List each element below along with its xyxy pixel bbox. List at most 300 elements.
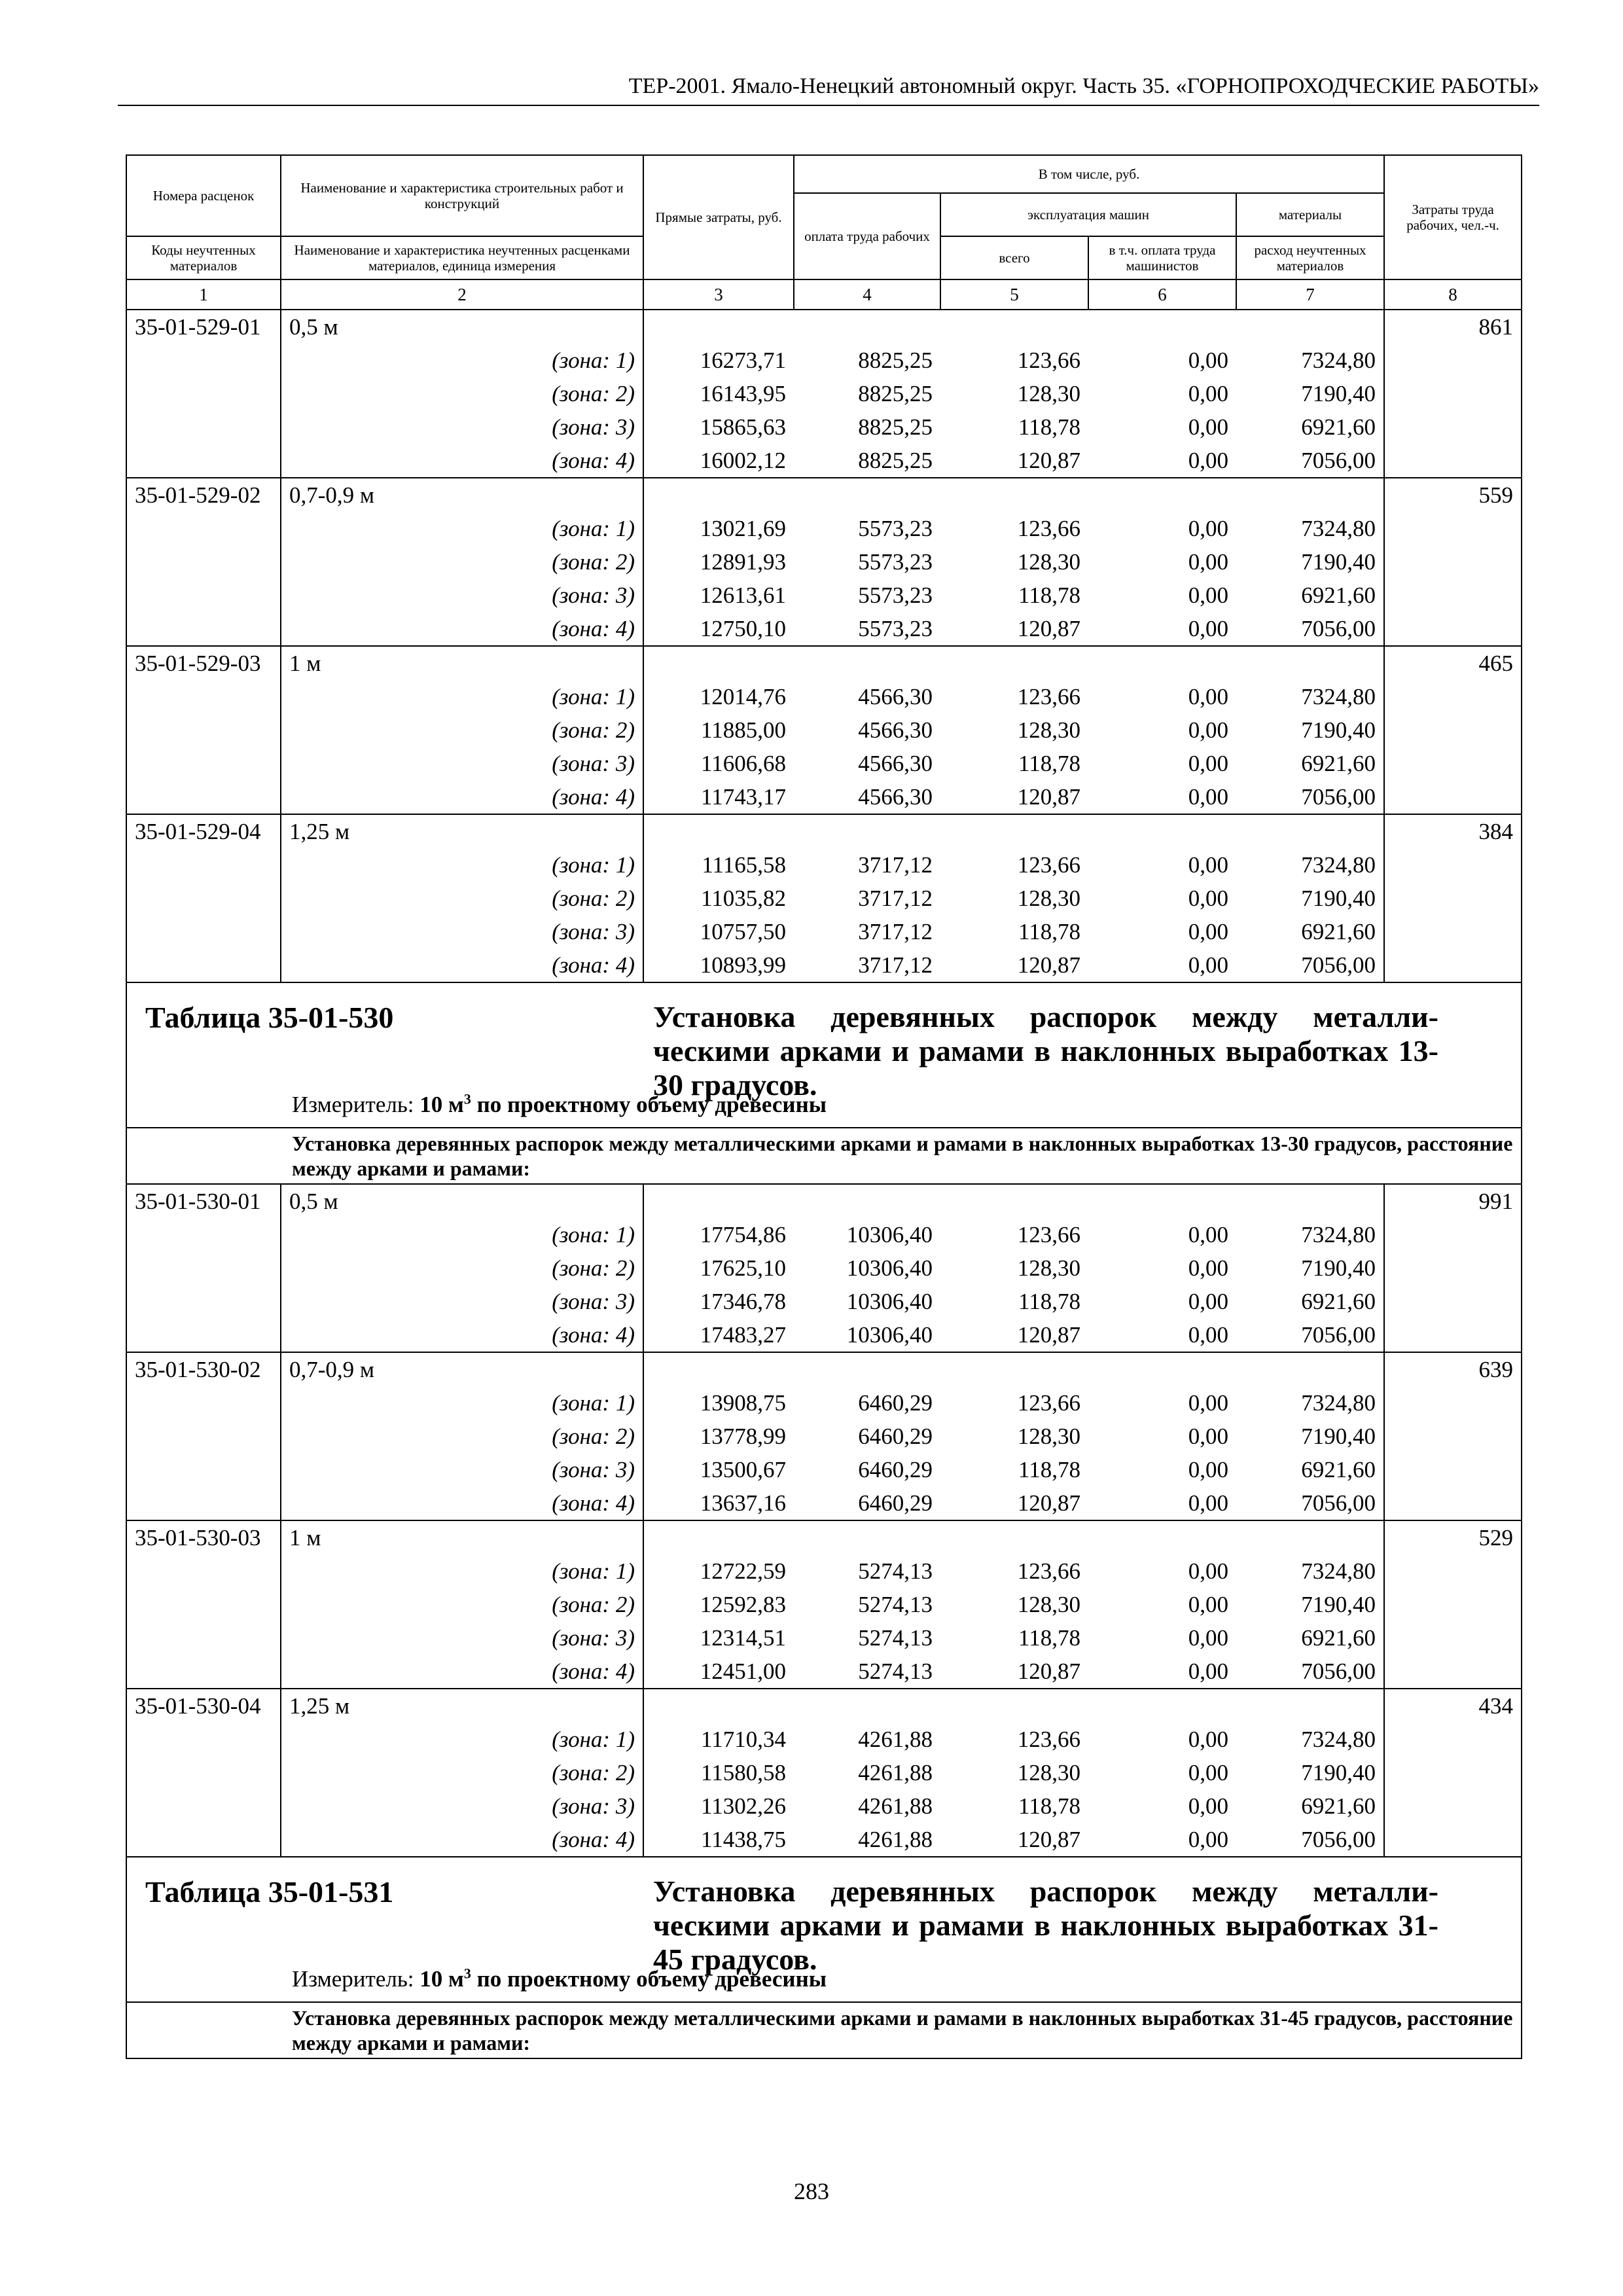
machine-costs: 128,30 bbox=[1017, 1592, 1080, 1617]
machine-costs: 118,78 bbox=[1018, 751, 1080, 776]
materials-cost: 7056,00 bbox=[1301, 952, 1376, 978]
direct-costs: 12014,76 bbox=[700, 684, 786, 709]
operator-wages: 0,00 bbox=[1188, 1558, 1228, 1584]
rate-code-row bbox=[126, 1520, 1522, 1554]
rate-code: 35-01-530-02 bbox=[126, 1352, 281, 1386]
operator-wages: 0,00 bbox=[1188, 414, 1228, 440]
zone-label: (зона: 4) bbox=[281, 444, 643, 478]
materials-cost: 7324,80 bbox=[1301, 1222, 1376, 1247]
empty-cell bbox=[940, 814, 1088, 848]
zone-label: (зона: 2) bbox=[281, 1588, 643, 1621]
empty-cell bbox=[1236, 1184, 1384, 1218]
machine-costs: 120,87 bbox=[1017, 1322, 1080, 1348]
empty-cell bbox=[126, 680, 281, 713]
rate-code: 35-01-529-03 bbox=[126, 646, 281, 680]
machines-header: эксплуатация машин bbox=[940, 193, 1236, 236]
zone-label: (зона: 3) bbox=[281, 915, 643, 948]
worker-wages: 4261,88 bbox=[858, 1793, 933, 1819]
materials-cost: 7056,00 bbox=[1301, 616, 1376, 641]
empty-cell bbox=[1384, 1621, 1522, 1655]
table-title: Установка деревянных распорок между металли-ческими арками и рамами в наклонных выработках 31-45 градусов. bbox=[653, 1874, 1438, 1976]
empty-cell bbox=[1088, 1352, 1236, 1386]
machine-costs: 118,78 bbox=[1018, 1625, 1080, 1651]
operator-wages: 0,00 bbox=[1188, 886, 1228, 911]
worker-wages: 10306,40 bbox=[846, 1255, 933, 1281]
empty-cell bbox=[1384, 1420, 1522, 1453]
machine-costs: 123,66 bbox=[1017, 1390, 1080, 1416]
empty-cell bbox=[126, 512, 281, 545]
machine-costs: 118,78 bbox=[1018, 1793, 1080, 1819]
empty-cell bbox=[1384, 444, 1522, 478]
worker-wages: 8825,25 bbox=[858, 348, 933, 373]
zone-row bbox=[126, 1621, 1522, 1655]
empty-cell bbox=[126, 747, 281, 780]
empty-cell bbox=[794, 646, 940, 680]
block-529-body bbox=[126, 310, 1522, 982]
empty-cell bbox=[1088, 1520, 1236, 1554]
empty-cell bbox=[126, 545, 281, 579]
zone-label: (зона: 1) bbox=[281, 1554, 643, 1588]
zone-row bbox=[126, 1723, 1522, 1756]
empty-cell bbox=[1384, 1723, 1522, 1756]
empty-cell bbox=[1236, 1352, 1384, 1386]
machine-costs: 118,78 bbox=[1018, 919, 1080, 944]
direct-costs: 11606,68 bbox=[701, 751, 786, 776]
empty-cell bbox=[940, 478, 1088, 512]
table-number: Таблица 35-01-531 bbox=[145, 1875, 394, 1909]
empty-cell bbox=[126, 1554, 281, 1588]
operator-wages: 0,00 bbox=[1188, 1424, 1228, 1449]
materials-cost: 7190,40 bbox=[1301, 886, 1376, 911]
column-number: 2 bbox=[281, 279, 643, 310]
empty-cell bbox=[1236, 646, 1384, 680]
materials-cost: 6921,60 bbox=[1301, 414, 1376, 440]
empty-cell bbox=[126, 444, 281, 478]
table-531-section bbox=[126, 1857, 1522, 2058]
materials-cost: 7190,40 bbox=[1301, 1760, 1376, 1785]
machine-costs: 120,87 bbox=[1017, 1659, 1080, 1684]
header-rule bbox=[118, 105, 1539, 106]
materials-cost: 6921,60 bbox=[1301, 1457, 1376, 1482]
materials-cost: 6921,60 bbox=[1301, 583, 1376, 608]
operator-wages: 0,00 bbox=[1188, 1659, 1228, 1684]
empty-cell bbox=[794, 814, 940, 848]
rate-code-row bbox=[126, 478, 1522, 512]
rate-code: 35-01-529-01 bbox=[126, 310, 281, 344]
table-title: Установка деревянных распорок между металли-ческими арками и рамами в наклонных выработках 13-30 градусов. bbox=[653, 1000, 1438, 1102]
machine-costs: 123,66 bbox=[1017, 348, 1080, 373]
zone-row bbox=[126, 579, 1522, 612]
zone-row bbox=[126, 1756, 1522, 1789]
table-number: Таблица 35-01-530 bbox=[145, 1001, 394, 1034]
worker-wages: 4566,30 bbox=[858, 684, 933, 709]
empty-cell bbox=[126, 1486, 281, 1520]
empty-cell bbox=[126, 579, 281, 612]
materials-cost: 7190,40 bbox=[1301, 717, 1376, 743]
materials-cost: 7324,80 bbox=[1301, 1727, 1376, 1752]
direct-costs: 12592,83 bbox=[700, 1592, 786, 1617]
empty-cell bbox=[126, 1453, 281, 1486]
direct-costs: 13908,75 bbox=[700, 1390, 786, 1416]
operator-wages: 0,00 bbox=[1188, 852, 1228, 878]
empty-cell bbox=[643, 1352, 794, 1386]
rate-code: 35-01-530-03 bbox=[126, 1520, 281, 1554]
operator-wages: 0,00 bbox=[1188, 1625, 1228, 1651]
direct-costs: 16143,95 bbox=[700, 381, 786, 406]
worker-wages: 3717,12 bbox=[858, 852, 933, 878]
worker-wages: 4261,88 bbox=[858, 1727, 933, 1752]
machine-costs: 118,78 bbox=[1018, 1457, 1080, 1482]
empty-cell bbox=[126, 848, 281, 882]
zone-row bbox=[126, 680, 1522, 713]
including-header: В том числе, руб. bbox=[794, 155, 1384, 193]
empty-cell bbox=[1236, 1689, 1384, 1723]
column-number: 5 bbox=[940, 279, 1088, 310]
empty-cell bbox=[1384, 1318, 1522, 1352]
empty-cell bbox=[1384, 1554, 1522, 1588]
zone-row bbox=[126, 882, 1522, 915]
empty-cell bbox=[1384, 512, 1522, 545]
materials-cost: 7190,40 bbox=[1301, 1424, 1376, 1449]
empty-cell bbox=[643, 1520, 794, 1554]
labor-cost: 465 bbox=[1384, 646, 1522, 680]
zone-row bbox=[126, 545, 1522, 579]
zone-row bbox=[126, 948, 1522, 982]
unit-label: Измеритель: bbox=[292, 1092, 414, 1117]
col2-bottom-header: Наименование и характеристика неучтенных расценками материалов, единица измерения bbox=[281, 236, 643, 279]
empty-cell bbox=[1384, 915, 1522, 948]
labor-cost: 991 bbox=[1384, 1184, 1522, 1218]
materials-cost: 7324,80 bbox=[1301, 348, 1376, 373]
empty-cell bbox=[1384, 410, 1522, 444]
zone-label: (зона: 4) bbox=[281, 1486, 643, 1520]
empty-cell bbox=[126, 1218, 281, 1251]
materials-cost: 7056,00 bbox=[1301, 1490, 1376, 1516]
worker-wages: 8825,25 bbox=[858, 414, 933, 440]
zone-label: (зона: 1) bbox=[281, 344, 643, 377]
operator-wages: 0,00 bbox=[1188, 1457, 1228, 1482]
empty-cell bbox=[126, 1386, 281, 1420]
worker-wages: 4261,88 bbox=[858, 1760, 933, 1785]
machine-costs: 128,30 bbox=[1017, 1255, 1080, 1281]
direct-costs: 11302,26 bbox=[701, 1793, 786, 1819]
zone-label: (зона: 2) bbox=[281, 545, 643, 579]
zone-label: (зона: 1) bbox=[281, 1386, 643, 1420]
work-name: 1 м bbox=[281, 1520, 643, 1554]
machine-costs: 128,30 bbox=[1017, 381, 1080, 406]
empty-cell bbox=[126, 780, 281, 814]
zone-label: (зона: 2) bbox=[281, 1420, 643, 1453]
empty-cell bbox=[126, 1420, 281, 1453]
direct-costs: 17346,78 bbox=[700, 1289, 786, 1314]
zone-row bbox=[126, 512, 1522, 545]
zone-row bbox=[126, 444, 1522, 478]
machine-costs: 120,87 bbox=[1017, 1827, 1080, 1852]
empty-cell bbox=[126, 882, 281, 915]
column-number: 6 bbox=[1088, 279, 1236, 310]
zone-label: (зона: 3) bbox=[281, 1621, 643, 1655]
zone-label: (зона: 3) bbox=[281, 1285, 643, 1318]
empty-cell bbox=[1384, 344, 1522, 377]
operator-wages: 0,00 bbox=[1188, 717, 1228, 743]
direct-costs: 17625,10 bbox=[700, 1255, 786, 1281]
empty-cell bbox=[126, 713, 281, 747]
operator-wages: 0,00 bbox=[1188, 583, 1228, 608]
operator-wages: 0,00 bbox=[1188, 684, 1228, 709]
empty-cell bbox=[1384, 1588, 1522, 1621]
empty-cell bbox=[1384, 948, 1522, 982]
direct-costs: 13778,99 bbox=[700, 1424, 786, 1449]
work-name: 1,25 м bbox=[281, 814, 643, 848]
zone-row bbox=[126, 915, 1522, 948]
zone-label: (зона: 3) bbox=[281, 1789, 643, 1823]
empty-cell bbox=[794, 310, 940, 344]
machine-costs: 120,87 bbox=[1017, 448, 1080, 473]
rate-code: 35-01-529-02 bbox=[126, 478, 281, 512]
zone-label: (зона: 4) bbox=[281, 1655, 643, 1689]
empty-cell bbox=[1384, 1655, 1522, 1689]
worker-wages: 8825,25 bbox=[858, 448, 933, 473]
worker-wages: 4566,30 bbox=[858, 784, 933, 810]
zone-row bbox=[126, 1588, 1522, 1621]
direct-costs: 12722,59 bbox=[700, 1558, 786, 1584]
empty-cell bbox=[643, 310, 794, 344]
worker-wages: 3717,12 bbox=[858, 952, 933, 978]
zone-label: (зона: 1) bbox=[281, 848, 643, 882]
labor-cost: 434 bbox=[1384, 1689, 1522, 1723]
zone-label: (зона: 3) bbox=[281, 410, 643, 444]
zone-label: (зона: 2) bbox=[281, 882, 643, 915]
column-number: 1 bbox=[126, 279, 281, 310]
worker-wages: 5573,23 bbox=[858, 549, 933, 575]
empty-cell bbox=[1384, 1823, 1522, 1857]
direct-costs: 13500,67 bbox=[700, 1457, 786, 1482]
zone-label: (зона: 4) bbox=[281, 780, 643, 814]
materials-cost: 7190,40 bbox=[1301, 1255, 1376, 1281]
machine-costs: 123,66 bbox=[1017, 1222, 1080, 1247]
operator-wages: 0,00 bbox=[1188, 381, 1228, 406]
zone-label: (зона: 4) bbox=[281, 948, 643, 982]
operator-wages: 0,00 bbox=[1188, 1255, 1228, 1281]
worker-wages: 6460,29 bbox=[858, 1424, 933, 1449]
work-description: Установка деревянных распорок между металлическими арками и рамами в наклонных выработках 13-30 градусов, расстояние между арками и рамами: bbox=[292, 1132, 1513, 1180]
zone-row bbox=[126, 1554, 1522, 1588]
work-name: 0,7-0,9 м bbox=[281, 1352, 643, 1386]
operator-wages: 0,00 bbox=[1188, 616, 1228, 641]
empty-cell bbox=[1384, 1218, 1522, 1251]
work-description: Установка деревянных распорок между металлическими арками и рамами в наклонных выработках 31-45 градусов, расстояние между арками и рамами: bbox=[292, 2006, 1513, 2054]
machine-costs: 128,30 bbox=[1017, 549, 1080, 575]
materials-cost: 7324,80 bbox=[1301, 684, 1376, 709]
zone-row bbox=[126, 780, 1522, 814]
direct-costs: 16273,71 bbox=[700, 348, 786, 373]
direct-costs: 12314,51 bbox=[700, 1625, 786, 1651]
empty-cell bbox=[126, 1823, 281, 1857]
col3-header: Прямые затраты, руб. bbox=[643, 155, 794, 279]
empty-cell bbox=[126, 915, 281, 948]
rate-code: 35-01-529-04 bbox=[126, 814, 281, 848]
rate-code-row bbox=[126, 1352, 1522, 1386]
zone-row bbox=[126, 1285, 1522, 1318]
empty-cell bbox=[940, 1520, 1088, 1554]
empty-cell bbox=[126, 1789, 281, 1823]
operator-wages: 0,00 bbox=[1188, 1490, 1228, 1516]
operator-wages: 0,00 bbox=[1188, 448, 1228, 473]
empty-cell bbox=[126, 410, 281, 444]
direct-costs: 11743,17 bbox=[701, 784, 786, 810]
table-header bbox=[126, 155, 1522, 310]
empty-cell bbox=[1384, 545, 1522, 579]
empty-cell bbox=[643, 478, 794, 512]
labor-cost: 639 bbox=[1384, 1352, 1522, 1386]
direct-costs: 11580,58 bbox=[701, 1760, 786, 1785]
operator-wages: 0,00 bbox=[1188, 919, 1228, 944]
materials-cost: 6921,60 bbox=[1301, 1289, 1376, 1314]
unit-exponent: 3 bbox=[463, 1965, 471, 1982]
empty-cell bbox=[1384, 848, 1522, 882]
work-name: 1,25 м bbox=[281, 1689, 643, 1723]
direct-costs: 10893,99 bbox=[700, 952, 786, 978]
machine-costs: 120,87 bbox=[1017, 952, 1080, 978]
rate-code: 35-01-530-04 bbox=[126, 1689, 281, 1723]
col7-header: расход неучтенных материалов bbox=[1236, 236, 1384, 279]
empty-cell bbox=[1384, 1486, 1522, 1520]
materials-cost: 7190,40 bbox=[1301, 549, 1376, 575]
empty-cell bbox=[1088, 310, 1236, 344]
worker-wages: 6460,29 bbox=[858, 1490, 933, 1516]
empty-cell bbox=[1384, 780, 1522, 814]
empty-cell bbox=[794, 1352, 940, 1386]
materials-cost: 6921,60 bbox=[1301, 1793, 1376, 1819]
zone-row bbox=[126, 1386, 1522, 1420]
empty-cell bbox=[126, 1285, 281, 1318]
materials-cost: 7324,80 bbox=[1301, 1558, 1376, 1584]
empty-cell bbox=[1384, 612, 1522, 646]
operator-wages: 0,00 bbox=[1188, 1827, 1228, 1852]
empty-cell bbox=[940, 1689, 1088, 1723]
work-name: 0,5 м bbox=[281, 1184, 643, 1218]
empty-cell bbox=[794, 1184, 940, 1218]
empty-cell bbox=[940, 646, 1088, 680]
page-number: 283 bbox=[794, 2178, 829, 2204]
zone-label: (зона: 2) bbox=[281, 377, 643, 410]
empty-cell bbox=[1088, 1184, 1236, 1218]
zone-row bbox=[126, 1789, 1522, 1823]
machine-costs: 120,87 bbox=[1017, 1490, 1080, 1516]
direct-costs: 17754,86 bbox=[700, 1222, 786, 1247]
empty-cell bbox=[1236, 310, 1384, 344]
empty-cell bbox=[643, 1689, 794, 1723]
empty-cell bbox=[126, 1756, 281, 1789]
worker-wages: 4261,88 bbox=[858, 1827, 933, 1852]
worker-wages: 5274,13 bbox=[858, 1558, 933, 1584]
direct-costs: 11885,00 bbox=[701, 717, 786, 743]
zone-label: (зона: 3) bbox=[281, 579, 643, 612]
machine-costs: 123,66 bbox=[1017, 852, 1080, 878]
worker-wages: 6460,29 bbox=[858, 1390, 933, 1416]
machine-costs: 120,87 bbox=[1017, 784, 1080, 810]
empty-cell bbox=[1384, 747, 1522, 780]
materials-cost: 7056,00 bbox=[1301, 1322, 1376, 1348]
empty-cell bbox=[126, 612, 281, 646]
column-number: 4 bbox=[794, 279, 940, 310]
operator-wages: 0,00 bbox=[1188, 1322, 1228, 1348]
empty-cell bbox=[126, 1251, 281, 1285]
worker-wages: 10306,40 bbox=[846, 1322, 933, 1348]
worker-wages: 4566,30 bbox=[858, 717, 933, 743]
worker-wages: 8825,25 bbox=[858, 381, 933, 406]
worker-wages: 5274,13 bbox=[858, 1659, 933, 1684]
zone-row bbox=[126, 1218, 1522, 1251]
direct-costs: 12891,93 bbox=[700, 549, 786, 575]
worker-wages: 5573,23 bbox=[858, 516, 933, 541]
empty-cell bbox=[1236, 478, 1384, 512]
zone-row bbox=[126, 1251, 1522, 1285]
empty-cell bbox=[1236, 814, 1384, 848]
empty-cell bbox=[1384, 579, 1522, 612]
rate-code-row bbox=[126, 646, 1522, 680]
empty-cell bbox=[1384, 1453, 1522, 1486]
zone-label: (зона: 2) bbox=[281, 1756, 643, 1789]
unit-exponent: 3 bbox=[463, 1090, 471, 1107]
materials-cost: 7056,00 bbox=[1301, 1827, 1376, 1852]
machine-costs: 118,78 bbox=[1018, 583, 1080, 608]
unit-description: по проектному объему древесины bbox=[471, 1966, 827, 1992]
empty-cell bbox=[1384, 377, 1522, 410]
zone-label: (зона: 2) bbox=[281, 713, 643, 747]
empty-cell bbox=[1088, 646, 1236, 680]
worker-wages: 3717,12 bbox=[858, 886, 933, 911]
machine-costs: 123,66 bbox=[1017, 684, 1080, 709]
col8-header: Затраты труда рабочих, чел.-ч. bbox=[1384, 155, 1522, 279]
zone-row bbox=[126, 747, 1522, 780]
empty-cell bbox=[126, 1621, 281, 1655]
empty-cell bbox=[643, 814, 794, 848]
empty-cell bbox=[126, 344, 281, 377]
empty-cell bbox=[126, 1318, 281, 1352]
machine-costs: 128,30 bbox=[1017, 1760, 1080, 1785]
materials-cost: 6921,60 bbox=[1301, 751, 1376, 776]
direct-costs: 12750,10 bbox=[700, 616, 786, 641]
col5-header: всего bbox=[940, 236, 1088, 279]
materials-cost: 7056,00 bbox=[1301, 448, 1376, 473]
zone-row bbox=[126, 1318, 1522, 1352]
rate-code-row bbox=[126, 310, 1522, 344]
empty-cell bbox=[126, 377, 281, 410]
work-name: 0,5 м bbox=[281, 310, 643, 344]
empty-cell bbox=[794, 1520, 940, 1554]
empty-cell bbox=[643, 1184, 794, 1218]
direct-costs: 11710,34 bbox=[701, 1727, 786, 1752]
labor-cost: 384 bbox=[1384, 814, 1522, 848]
machine-costs: 123,66 bbox=[1017, 1558, 1080, 1584]
zone-label: (зона: 4) bbox=[281, 612, 643, 646]
zone-label: (зона: 1) bbox=[281, 512, 643, 545]
operator-wages: 0,00 bbox=[1188, 1727, 1228, 1752]
machine-costs: 123,66 bbox=[1017, 516, 1080, 541]
rate-code-row bbox=[126, 1184, 1522, 1218]
worker-wages: 3717,12 bbox=[858, 919, 933, 944]
empty-cell bbox=[1236, 1520, 1384, 1554]
operator-wages: 0,00 bbox=[1188, 751, 1228, 776]
empty-cell bbox=[940, 1352, 1088, 1386]
machine-costs: 118,78 bbox=[1018, 1289, 1080, 1314]
zone-label: (зона: 1) bbox=[281, 1723, 643, 1756]
column-number: 3 bbox=[643, 279, 794, 310]
zone-label: (зона: 3) bbox=[281, 747, 643, 780]
worker-wages: 6460,29 bbox=[858, 1457, 933, 1482]
empty-cell bbox=[940, 310, 1088, 344]
